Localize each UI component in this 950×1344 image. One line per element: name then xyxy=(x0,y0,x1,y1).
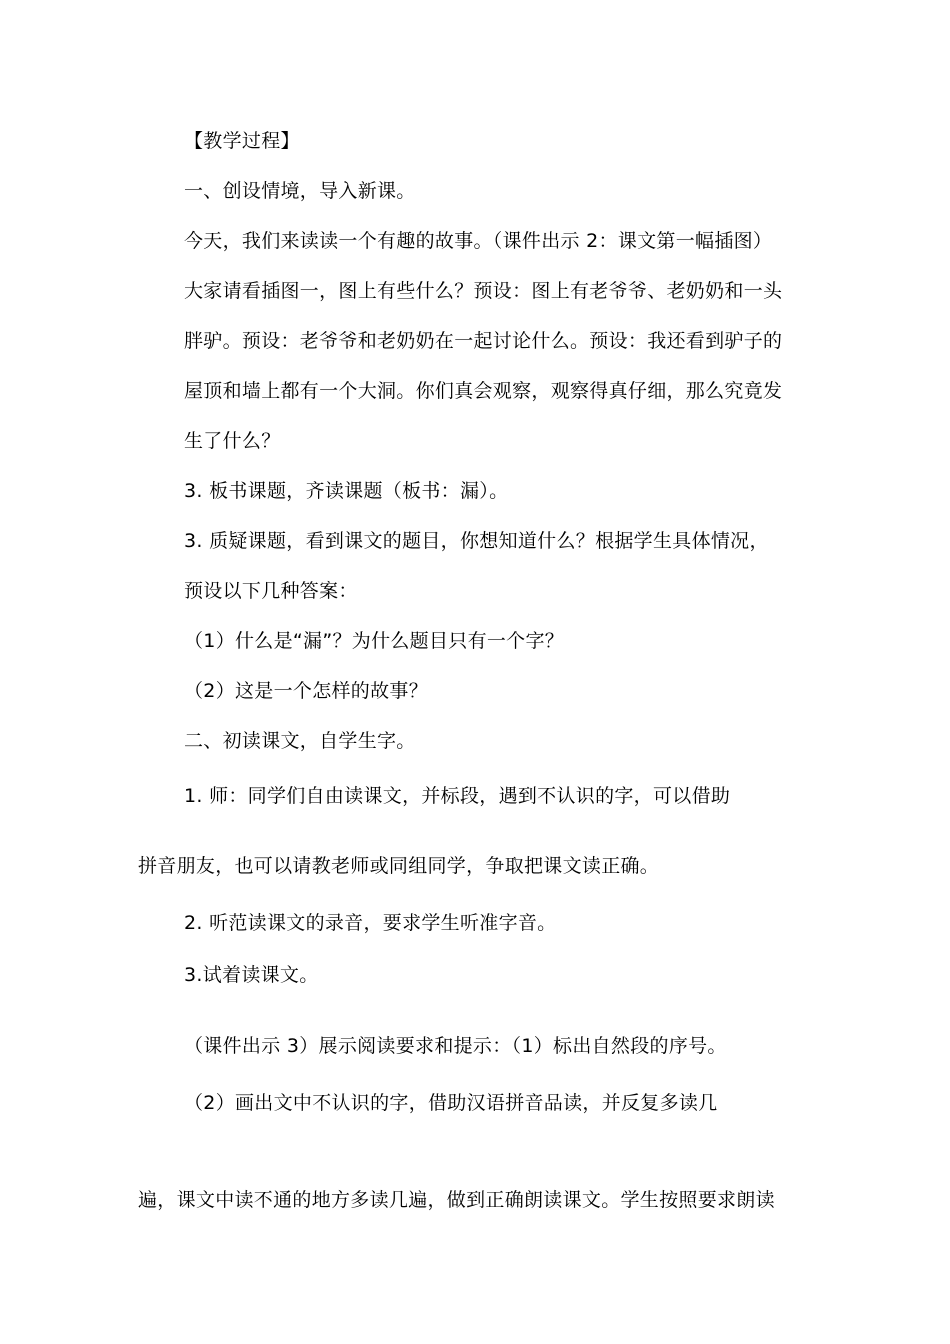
list-item: 3. 板书课题，齐读课题（板书：漏）。 xyxy=(184,480,509,502)
paragraph-line: 胖驴。预设：老爷爷和老奶奶在一起讨论什么。预设：我还看到驴子的 xyxy=(184,330,783,352)
section-heading-2: 二、初读课文，自学生字。 xyxy=(184,730,416,752)
list-item: 1. 师：同学们自由读课文，并标段，遇到不认识的字，可以借助 xyxy=(184,785,731,807)
section-heading-1: 一、创设情境，导入新课。 xyxy=(184,180,416,202)
paragraph-line: 遍，课文中读不通的地方多读几遍，做到正确朗读课文。学生按照要求朗读 xyxy=(138,1189,775,1211)
paragraph-line: 屋顶和墙上都有一个大洞。你们真会观察，观察得真仔细，那么究竟发 xyxy=(184,380,783,402)
list-item: （2）画出文中不认识的字，借助汉语拼音品读，并反复多读几 xyxy=(184,1092,718,1114)
list-item: 3.试着读课文。 xyxy=(184,964,319,986)
paragraph-line: 生了什么？ xyxy=(184,430,281,452)
section-heading-teaching-process: 【教学过程】 xyxy=(184,130,300,152)
paragraph-line: 大家请看插图一，图上有些什么？预设：图上有老爷爷、老奶奶和一头 xyxy=(184,280,783,302)
paragraph-line: 拼音朋友，也可以请教老师或同组同学，争取把课文读正确。 xyxy=(138,855,660,877)
paragraph-line: 预设以下几种答案： xyxy=(184,580,358,602)
list-item: 2. 听范读课文的录音，要求学生听准字音。 xyxy=(184,912,557,934)
paragraph-line: 今天，我们来读读一个有趣的故事。（课件出示 2：课文第一幅插图） xyxy=(184,230,773,252)
paragraph-line: （课件出示 3）展示阅读要求和提示：（1）标出自然段的序号。 xyxy=(184,1035,727,1057)
list-item: （2）这是一个怎样的故事？ xyxy=(184,680,428,702)
list-item: （1）什么是“漏”？为什么题目只有一个字？ xyxy=(184,630,565,652)
list-item: 3. 质疑课题，看到课文的题目，你想知道什么？根据学生具体情况， xyxy=(184,530,769,552)
